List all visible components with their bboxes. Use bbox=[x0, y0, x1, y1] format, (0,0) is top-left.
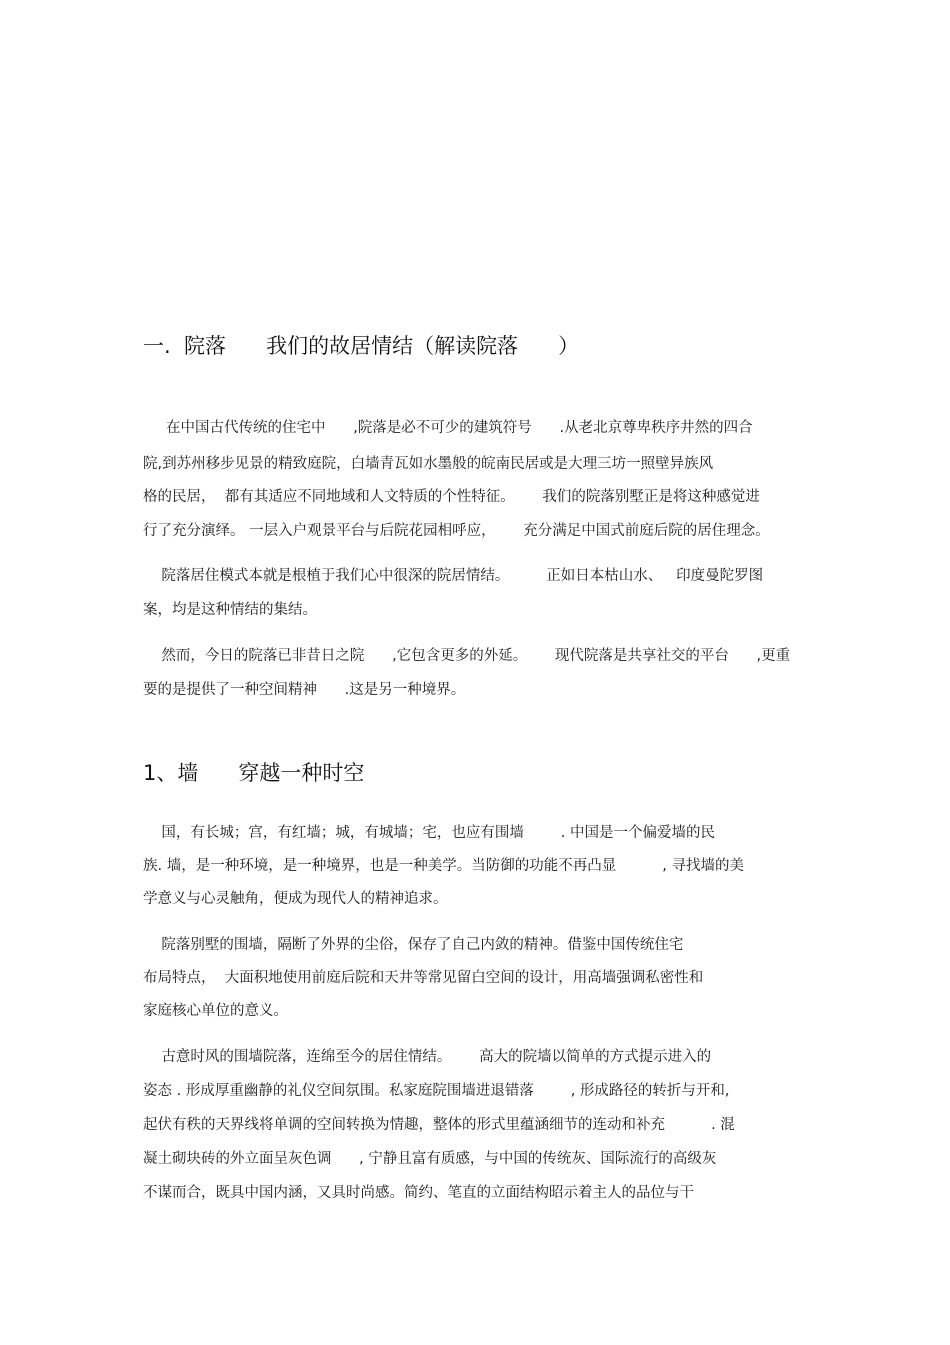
section-heading-wall: 1、墙 穿越一种时空 bbox=[143, 761, 365, 785]
paragraph-line: 格的民居， 都有其适应不同地域和人文特质的个性特征。 我们的院落别墅正是将这种感觉进 bbox=[143, 489, 760, 505]
paragraph-line: 布局特点， 大面积地使用前庭后院和天井等常见留白空间的设计，用高墙强调私密性和 bbox=[143, 970, 704, 986]
paragraph-line: 古意时风的围墙院落，连绵至今的居住情结。 高大的院墙以简单的方式提示进入的 bbox=[143, 1049, 712, 1065]
paragraph-line: 然而，今日的院落已非昔日之院 ,它包含更多的外延。 现代院落是共享社交的平台 ,更重 bbox=[143, 648, 791, 664]
paragraph-line: 案，均是这种情结的集结。 bbox=[143, 602, 317, 618]
paragraph-line: 院落别墅的围墙，隔断了外界的尘俗，保存了自己内敛的精神。借鉴中国传统住宅 bbox=[143, 937, 684, 953]
paragraph-line: 家庭核心单位的意义。 bbox=[143, 1003, 288, 1019]
paragraph-line: 在中国古代传统的住宅中 ,院落是必不可少的建筑符号 .从老北京尊卑秩序井然的四合 bbox=[143, 420, 753, 436]
paragraph-line: 姿态 . 形成厚重幽静的礼仪空间氛围。私家庭院围墙进退错落 , 形成路径的转折与开和, bbox=[143, 1083, 730, 1099]
paragraph-line: 要的是提供了一种空间精神 .这是另一种境界。 bbox=[143, 682, 466, 698]
paragraph-line: 学意义与心灵触角，便成为现代人的精神追求。 bbox=[143, 891, 448, 907]
paragraph-line: 院,到苏州移步见景的精致庭院，白墙青瓦如水墨般的皖南民居或是大理三坊一照壁异族风 bbox=[143, 456, 714, 472]
paragraph-line: 凝土砌块砖的外立面呈灰色调 , 宁静且富有质感，与中国的传统灰、国际流行的高级灰 bbox=[143, 1151, 717, 1167]
paragraph-line: 院落居住模式本就是根植于我们心中很深的院居情结。 正如日本枯山水、 印度曼陀罗图 bbox=[143, 568, 764, 584]
paragraph-line: 族. 墙，是一种环境，是一种境界，也是一种美学。当防御的功能不再凸显 , 寻找墙的美 bbox=[143, 858, 745, 874]
paragraph-line: 不谋而合，既具中国内涵，又具时尚感。简约、笔直的立面结构昭示着主人的品位与干 bbox=[143, 1185, 694, 1201]
section-heading-courtyard: 一. 院落 我们的故居情结（解读院落 ） bbox=[143, 334, 580, 358]
paragraph-line: 国，有长城；宫，有红墙；城，有城墙；宅，也应有围墙 . 中国是一个偏爱墙的民 bbox=[143, 825, 716, 841]
paragraph-line: 起伏有秩的天界线将单调的空间转换为情趣，整体的形式里蕴涵细节的连动和补充 . 混 bbox=[143, 1117, 735, 1133]
paragraph-line: 行了充分演绎。 一层入户观景平台与后院花园相呼应， 充分满足中国式前庭后院的居住理念。 bbox=[143, 523, 770, 539]
